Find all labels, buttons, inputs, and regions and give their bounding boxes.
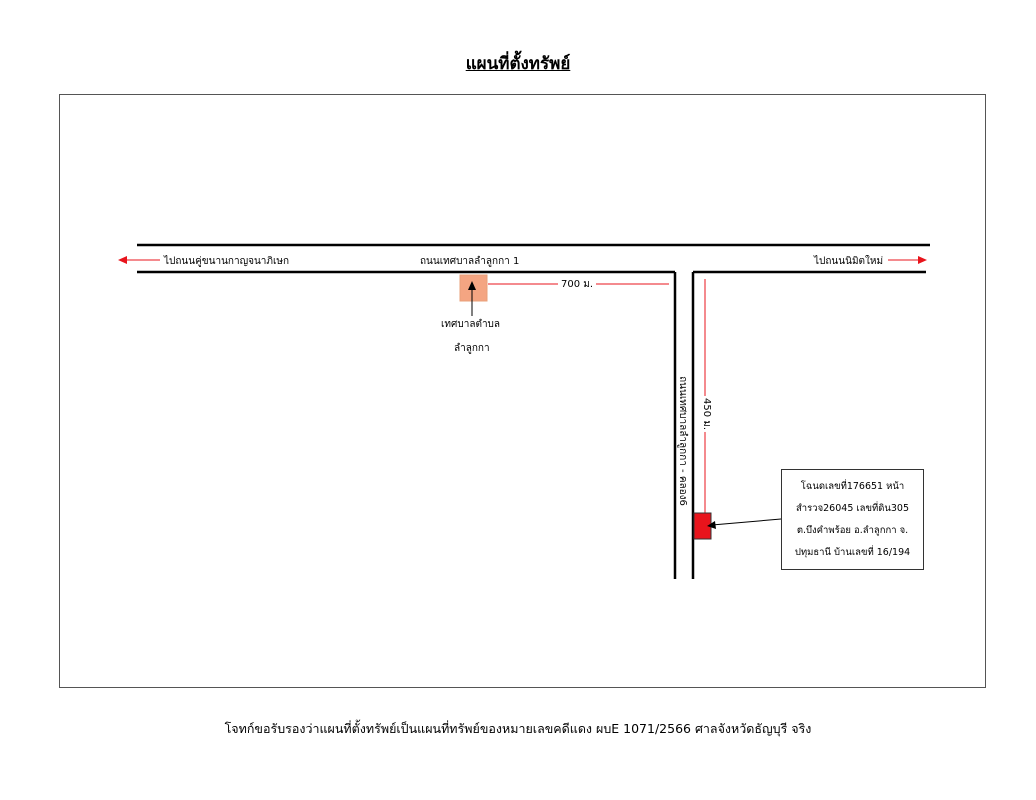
property-info-box xyxy=(781,469,924,570)
municipality-label-line1: เทศบาลตำบล xyxy=(441,319,501,330)
property-info-line1: โฉนดเลขที่176651 หน้า xyxy=(800,481,905,492)
road-label-main: ถนนเทศบาลลำลูกกา 1 xyxy=(420,256,520,267)
property-info-line3: ต.บึงคำพร้อย อ.ลำลูกกา จ. xyxy=(796,525,909,536)
distance-label-700: 700 ม. xyxy=(558,279,596,291)
right-arrow-head xyxy=(918,256,927,264)
municipality-label-line2: ลำลูกกา xyxy=(454,343,490,354)
road-label-left: ไปถนนคู่ขนานกาญจนาภิเษก xyxy=(164,256,290,267)
certification-footer: โจทก์ขอรับรองว่าแผนที่ตั้งทรัพย์เป็นแผนที่ทรัพย์ของหมายเลขคดีแดง ผบE 1071/2566 ศาลจังหวัดธัญบุรี จริง xyxy=(224,721,812,736)
distance-label-450: 450 ม. xyxy=(701,397,712,431)
page-title: แผนที่ตั้งทรัพย์ xyxy=(465,54,571,74)
property-info-line2: สำรวจ26045 เลขที่ดิน305 xyxy=(796,503,909,514)
road-label-right: ไปถนนนิมิตใหม่ xyxy=(814,256,884,267)
property-pointer-line xyxy=(712,519,781,525)
road-label-vertical: ถนนเทศบาลลำลูกกา - คลอง6 xyxy=(677,376,688,506)
property-info-line4: ปทุมธานี บ้านเลขที่ 16/194 xyxy=(794,547,911,558)
left-arrow-head xyxy=(118,256,127,264)
